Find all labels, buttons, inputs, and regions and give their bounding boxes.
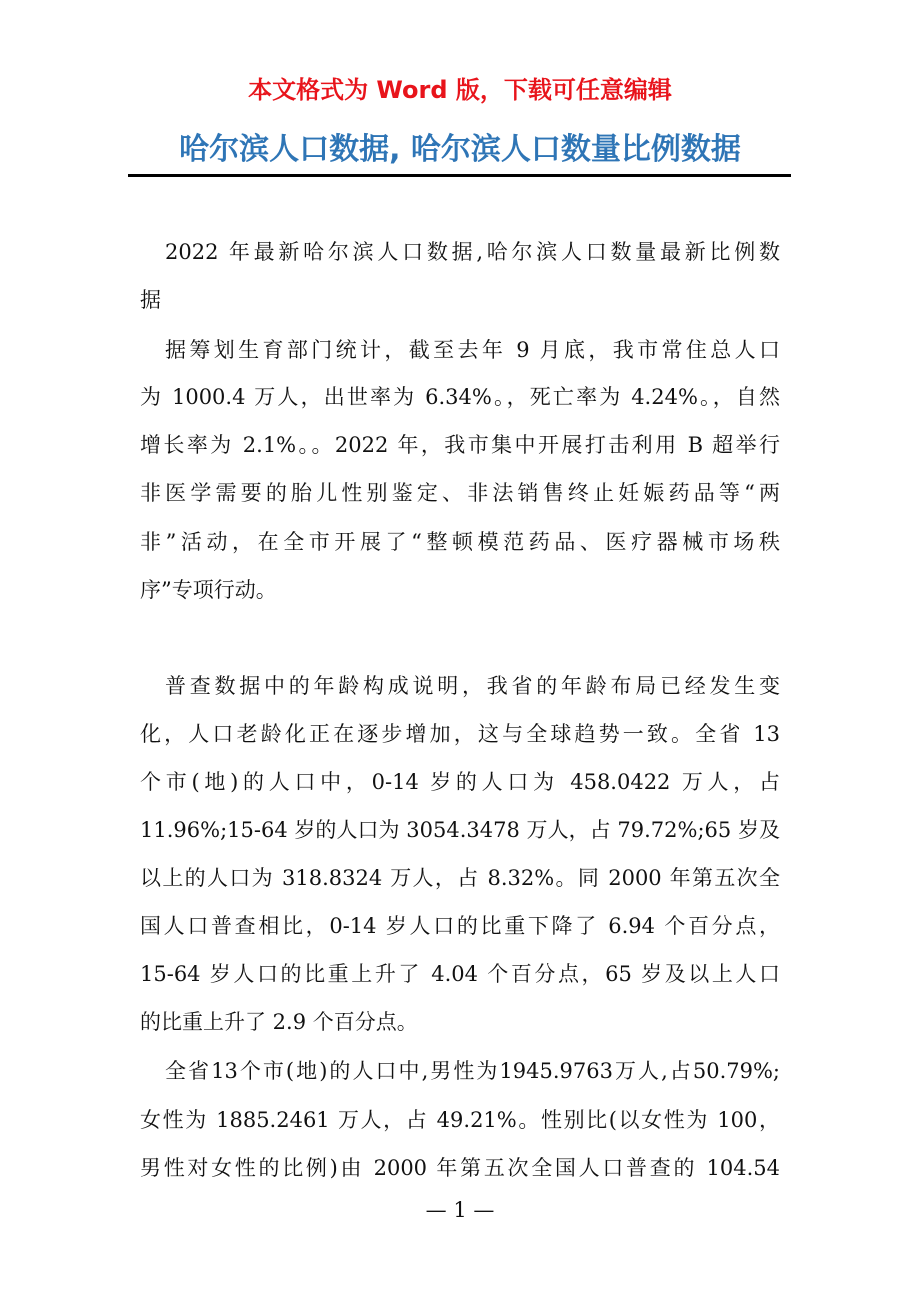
paragraph-line: 据筹划生育部门统计，截至去年 9 月底，我市常住总人口: [165, 338, 780, 362]
paragraph-line: 个市(地)的人口中，0-14 岁的人口为 458.0422 万人，占: [140, 770, 780, 794]
paragraph-line: 非”活动，在全市开展了“整顿模范药品、医疗器械市场秩: [140, 530, 780, 554]
paragraph-line: 11.96%;15-64 岁的人口为 3054.3478 万人，占 79.72%;65 岁及: [140, 818, 780, 842]
paragraph-line: 序”专项行动。: [140, 578, 277, 602]
paragraph-line: 男性对女性的比例)由 2000 年第五次全国人口普查的 104.54: [140, 1156, 780, 1180]
paragraph-line: 普查数据中的年龄构成说明，我省的年龄布局已经发生变: [165, 674, 780, 698]
document-title: 哈尔滨人口数据, 哈尔滨人口数量比例数据: [179, 132, 741, 167]
paragraph-line: 非医学需要的胎儿性别鉴定、非法销售终止妊娠药品等“两: [140, 481, 780, 505]
page-number: — 1 —: [425, 1198, 495, 1222]
paragraph-line: 15-64 岁人口的比重上升了 4.04 个百分点，65 岁及以上人口: [140, 962, 780, 986]
paragraph-line: 的比重上升了 2.9 个百分点。: [140, 1010, 418, 1034]
download-notice: 本文格式为 Word 版，下载可任意编辑: [248, 76, 672, 104]
paragraph-line: 增长率为 2.1%。。2022 年，我市集中开展打击利用 B 超举行: [140, 433, 780, 457]
paragraph-line: 全省13个市(地)的人口中,男性为1945.9763万人,占50.79%;: [165, 1059, 780, 1083]
paragraph-line: 国人口普查相比，0-14 岁人口的比重下降了 6.94 个百分点，: [140, 914, 780, 938]
paragraph-line: 据: [140, 288, 161, 312]
paragraph-line: 化，人口老龄化正在逐步增加，这与全球趋势一致。全省 13: [140, 722, 780, 746]
paragraph-line: 为 1000.4 万人，出世率为 6.34%。，死亡率为 4.24%。，自然: [140, 385, 780, 409]
title-divider: [128, 174, 791, 177]
paragraph-line: 2022 年最新哈尔滨人口数据,哈尔滨人口数量最新比例数: [165, 240, 780, 264]
paragraph-line: 以上的人口为 318.8324 万人，占 8.32%。同 2000 年第五次全: [140, 866, 780, 890]
paragraph-line: 女性为 1885.2461 万人，占 49.21%。性别比(以女性为 100，: [140, 1108, 780, 1132]
